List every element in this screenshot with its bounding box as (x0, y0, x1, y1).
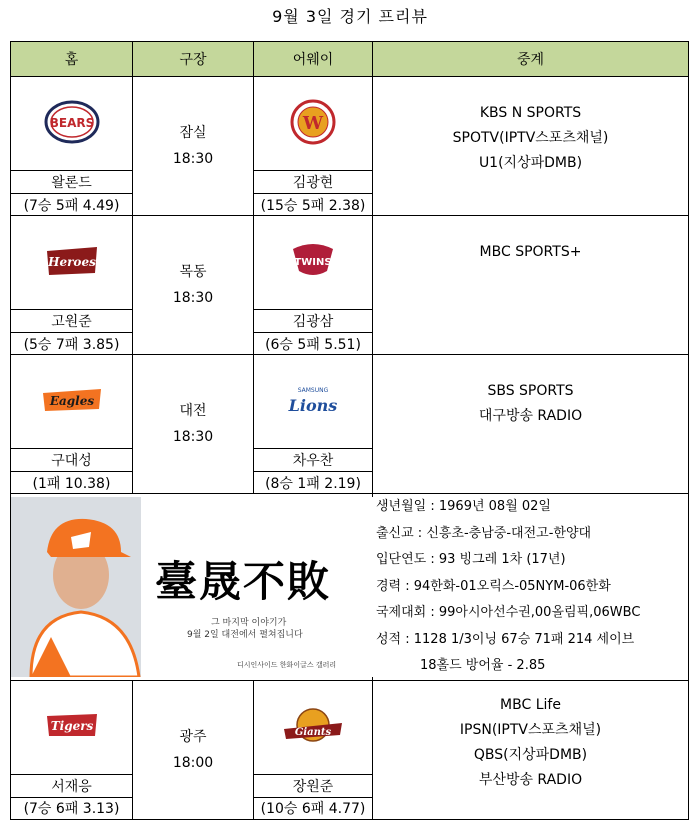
svg-text:BEARS: BEARS (49, 115, 94, 130)
profile-line: 출신교 : 신흥초-충남중-대전고-한양대 (376, 525, 592, 541)
broadcast-cell (373, 355, 689, 494)
banner-credit: 디시인사이드 한화이글스 갤러리 (237, 660, 337, 669)
broadcast-item: QBS(지상파DMB) (473, 746, 588, 763)
home-record: (5승 7패 3.85) (11, 333, 133, 355)
stadium-name: 대전 (179, 403, 207, 419)
banner-subtitle-1: 그 마지막 이야기가 (211, 617, 287, 628)
game-row (11, 355, 689, 449)
game-time: 18:30 (172, 290, 214, 306)
broadcast-item: U1(지상파DMB) (478, 155, 583, 171)
profile-line: 생년월일 : 1969년 08월 02일 (376, 499, 551, 514)
header-stadium: 구장 (133, 42, 254, 77)
eagles-logo-icon (41, 385, 103, 415)
svg-text:TWINS: TWINS (294, 256, 332, 268)
home-pitcher: 왈론드 (11, 171, 133, 194)
heroes-logo-icon (43, 241, 101, 281)
away-record: (8승 1패 2.19) (254, 472, 373, 494)
profile-line: 입단연도 : 93 빙그레 1차 (17년) (376, 552, 566, 567)
header-row (11, 42, 689, 77)
broadcast-item: MBC Life (500, 696, 561, 713)
away-record: (15승 5패 2.38) (254, 194, 373, 216)
game-row (11, 680, 689, 774)
away-pitcher: 차우찬 (254, 449, 373, 472)
broadcast-cell (373, 77, 689, 216)
twins-logo-icon (287, 241, 339, 281)
schedule-table (10, 41, 689, 820)
broadcast-cell (373, 680, 689, 819)
svg-text:Heroes: Heroes (47, 254, 96, 269)
bears-logo-icon (42, 99, 102, 145)
away-logo-cell (254, 355, 373, 449)
svg-text:W: W (302, 112, 324, 134)
svg-text:Tigers: Tigers (50, 719, 93, 733)
home-logo-cell (11, 355, 133, 449)
stadium-name: 목동 (179, 264, 207, 280)
away-logo-cell (254, 77, 373, 171)
home-logo-cell (11, 77, 133, 171)
broadcast-item: SPOTV(IPTV스포츠채널) (452, 130, 609, 146)
svg-text:Eagles: Eagles (49, 393, 94, 408)
home-record: (7승 6패 3.13) (11, 797, 133, 819)
away-pitcher: 김광현 (254, 171, 373, 194)
broadcast-item: IPSN(IPTV스포츠채널) (459, 721, 602, 738)
profile-image-cell (11, 494, 373, 681)
home-pitcher: 서재응 (11, 774, 133, 797)
broadcast-cell (373, 216, 689, 355)
player-profile (373, 494, 689, 681)
stadium-cell (133, 216, 254, 355)
home-record: (1패 10.38) (11, 472, 133, 494)
svg-text:Giants: Giants (294, 727, 332, 738)
home-pitcher: 고원준 (11, 310, 133, 333)
stadium-name: 잠실 (179, 125, 207, 141)
profile-line: 18홀드 방어율 - 2.85 (420, 658, 546, 673)
away-pitcher: 김광삼 (254, 310, 373, 333)
stadium-cell (133, 680, 254, 819)
wyverns-logo-icon (288, 97, 338, 147)
tigers-logo-icon (43, 708, 101, 742)
broadcast-item: MBC SPORTS+ (479, 244, 582, 260)
home-pitcher: 구대성 (11, 449, 133, 472)
stadium-name: 광주 (179, 728, 207, 745)
away-pitcher: 장원준 (254, 774, 373, 797)
stadium-cell (133, 355, 254, 494)
game-time: 18:00 (172, 754, 214, 771)
game-row (11, 216, 689, 310)
game-time: 18:30 (172, 151, 214, 167)
svg-text:Lions: Lions (288, 395, 338, 415)
header-home: 홈 (11, 42, 133, 77)
home-logo-cell (11, 216, 133, 310)
profile-line: 국제대회 : 99아시아선수권,00올림픽,06WBC (376, 605, 641, 620)
profile-line: 경력 : 94한화-01오릭스-05NYM-06한화 (376, 578, 611, 594)
player-banner-image (11, 497, 373, 677)
broadcast-item: 부산방송 RADIO (478, 771, 583, 788)
away-record: (6승 5패 5.51) (254, 333, 373, 355)
banner-title: 臺晟不敗 (155, 556, 332, 606)
lions-logo-icon (283, 383, 343, 417)
stadium-cell (133, 77, 254, 216)
header-away: 어웨이 (254, 42, 373, 77)
banner-subtitle-2: 9월 2일 대전에서 펼쳐집니다 (187, 629, 303, 640)
away-logo-cell (254, 216, 373, 310)
game-row (11, 77, 689, 171)
broadcast-item: SBS SPORTS (487, 383, 574, 399)
game-time: 18:30 (172, 429, 214, 445)
page-title: 9월 3일 경기 프리뷰 (272, 7, 428, 26)
profile-line: 성적 : 1128 1/3이닝 67승 71패 214 세이브 (376, 631, 635, 647)
home-record: (7승 5패 4.49) (11, 194, 133, 216)
away-record: (10승 6패 4.77) (254, 797, 373, 819)
header-broadcast: 중계 (373, 42, 689, 77)
home-logo-cell (11, 680, 133, 774)
away-logo-cell (254, 680, 373, 774)
broadcast-item: KBS N SPORTS (479, 105, 582, 121)
svg-text:SAMSUNG: SAMSUNG (297, 386, 329, 394)
profile-row (11, 494, 689, 681)
broadcast-item: 대구방송 RADIO (478, 408, 583, 424)
giants-logo-icon (282, 703, 344, 747)
